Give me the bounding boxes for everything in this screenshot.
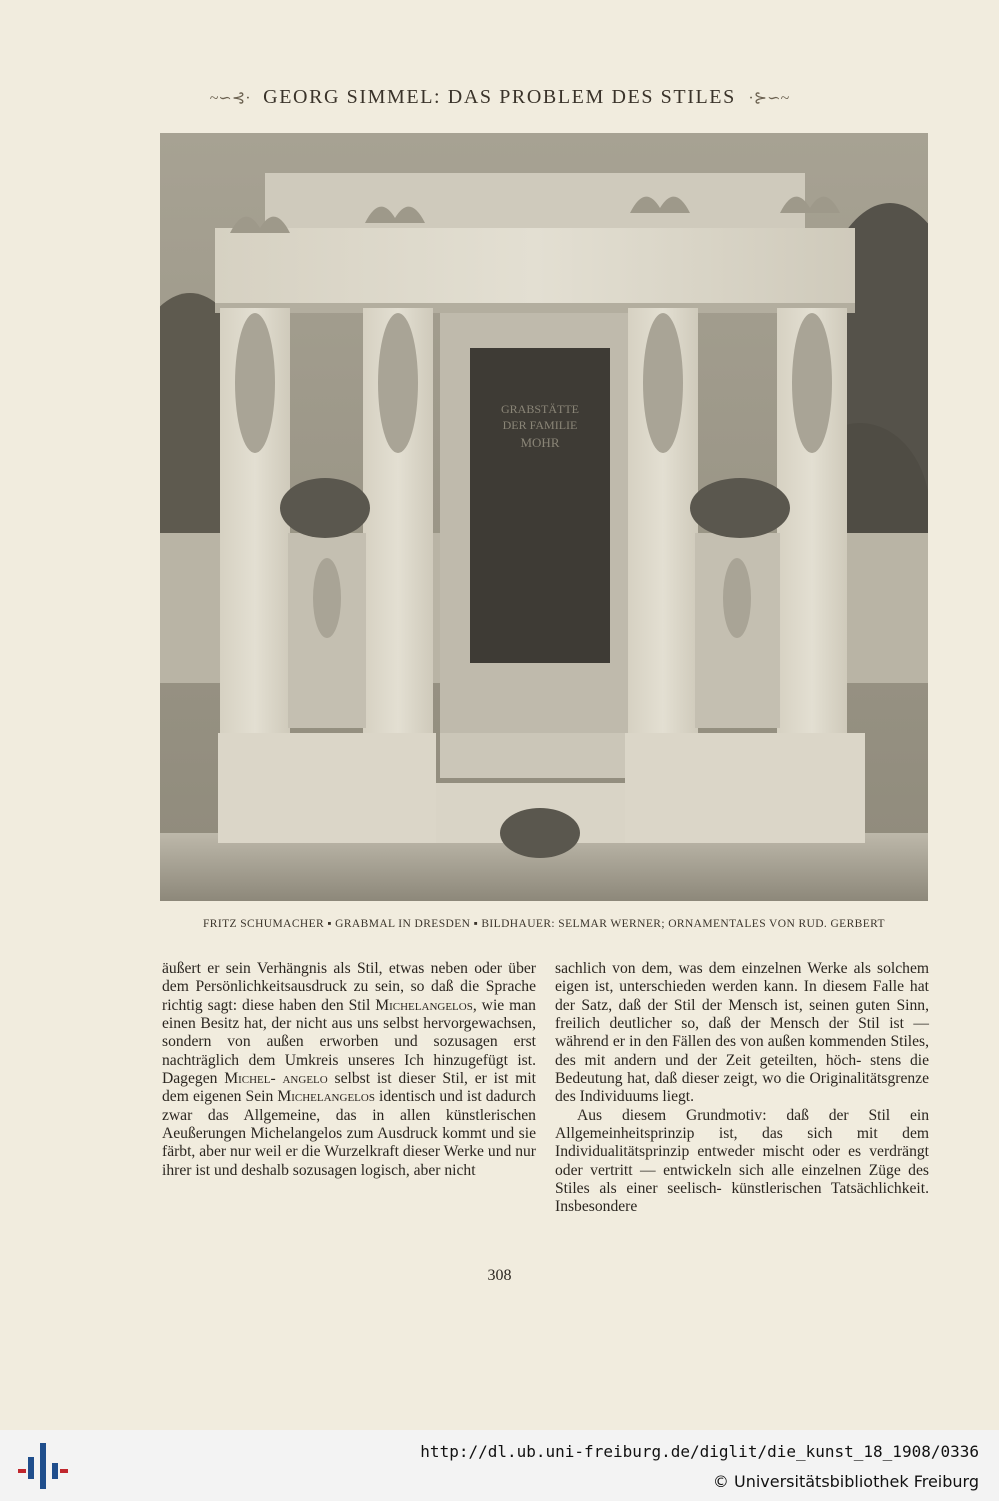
paragraph: sachlich von dem, was dem einzelnen Werke als solchem eigen ist, unterschieden werden kann. In diesem Falle hat der Satz, daß der Stil der Mensch ist, seinen guten Sinn, freilich deutlicher so, daß der Mensch der Stil ist — während er in den Fällen des von außen kommenden Stiles, des mit andern und der Zeit geteilten, höch- stens die Bedeutung hat, daß dieser zeigt, wo die Originalitätsgrenze des Individuums liegt. — [555, 960, 930, 1106]
inscription-line-2: DER FAMILIE — [502, 418, 578, 432]
text-column-left — [162, 960, 536, 1180]
tomb-illustration — [160, 133, 928, 901]
text-column-right — [555, 960, 929, 1217]
ornament-right: ·⊱∽~ — [748, 90, 790, 108]
paragraph: äußert er sein Verhängnis als Stil, etwas neben oder über dem Persönlichkeitsausdruck zu sein, so daß die Sprache richtig sagt: diese haben den Stil Michelangelos, wie man einen Besitz hat, der nicht aus uns selbst hervorgewachsen, sondern von außen erworben und sozusagen erst nachträglich dem Umkreis unseres Ich hinzugefügt ist. Dagegen Michel- angelo selbst ist dieser Stil, er ist mit dem eigenen Sein Michelangelos identisch und ist dadurch zwar das Allgemeine, das in allen künstlerischen Aeußerungen Michelangelos zum Ausdruck kommt und sie färbt, aber nur weil er die Wurzelkraft dieser Werke und nur ihrer ist und deshalb sozusagen logisch, aber nicht — [162, 960, 537, 1179]
plinth-right — [625, 733, 865, 843]
copyright-notice: © Universitätsbibliothek Freiburg — [712, 1472, 979, 1491]
permalink-url[interactable]: http://dl.ub.uni-freiburg.de/diglit/die_kunst_18_1908/0336 — [420, 1442, 979, 1461]
running-header — [0, 86, 999, 109]
inscription-line-1: GRABSTÄTTE — [501, 402, 579, 416]
figure-caption: FRITZ SCHUMACHER ▪ GRABMAL IN DRESDEN ▪ BILDHAUER: SELMAR WERNER; ORNAMENTALES VON RUD. GERBERT — [203, 918, 885, 930]
lintel — [215, 228, 855, 308]
page-number: 308 — [487, 1267, 512, 1284]
plinth-left — [218, 733, 436, 843]
tomb-photograph — [160, 133, 928, 901]
inscription-line-3: MOHR — [520, 435, 560, 450]
inscription-tablet — [470, 348, 610, 663]
ornament-left: ~∽⊰· — [209, 90, 251, 108]
running-header-title: GEORG SIMMEL: DAS PROBLEM DES STILES — [263, 86, 736, 108]
step-upper — [440, 733, 630, 778]
cornice — [265, 173, 805, 233]
viewer-footer — [0, 1430, 999, 1501]
paragraph: Aus diesem Grundmotiv: daß der Stil ein Allgemeinheitsprinzip ist, das sich mit dem Individualitätsprinzip entweder mischt oder es verdrängt oder vertritt — entwickeln sich alle einzelnen Züge des Stiles als einer seelisch- künstlerischen Tatsächlichkeit. Insbesondere — [555, 1106, 929, 1216]
library-logo-icon — [18, 1443, 68, 1489]
